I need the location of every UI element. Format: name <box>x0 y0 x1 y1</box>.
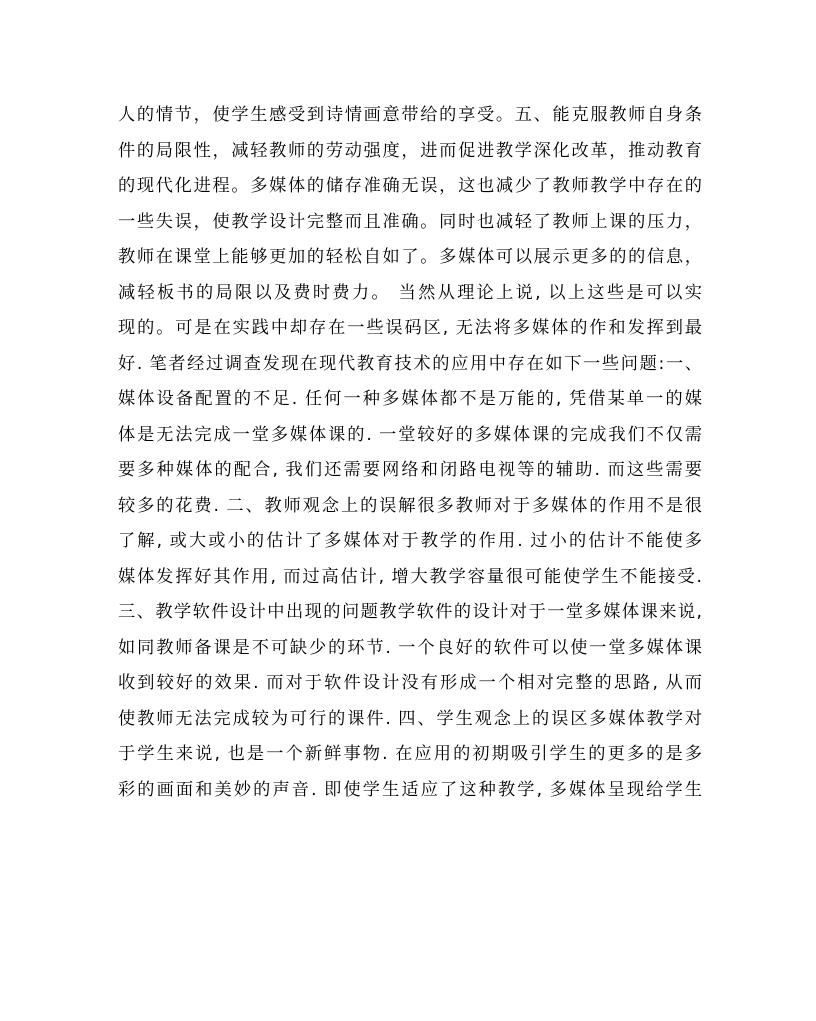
body-text <box>118 98 702 808</box>
text-line: 人的情节，使学生感受到诗情画意带给的享受。五、能克服教师自身条 <box>118 105 702 125</box>
text-line: 了解, 或大或小的估计了多媒体对于教学的作用. 过小的估计不能使多 <box>118 531 702 551</box>
text-line: 好. 笔者经过调查发现在现代教育技术的应用中存在如下一些问题:一、 <box>118 353 702 374</box>
text-line: 三、教学软件设计中出现的问题教学软件的设计对于一堂多媒体课来说, <box>118 602 702 622</box>
text-line: 件的局限性，减轻教师的劳动强度，进而促进教学深化改革，推动教育 <box>118 140 702 161</box>
text-line: 教师在课堂上能够更加的轻松自如了。多媒体可以展示更多的的信息， <box>118 247 702 267</box>
text-line: 如同教师备课是不可缺少的环节. 一个良好的软件可以使一堂多媒体课 <box>118 637 702 658</box>
text-line: 体是无法完成一堂多媒体课的. 一堂较好的多媒体课的完成我们不仅需 <box>118 424 702 445</box>
text-line: 要多种媒体的配合, 我们还需要网络和闭路电视等的辅助. 而这些需要 <box>118 460 702 480</box>
text-line: 彩的画面和美妙的声音. 即使学生适应了这种教学, 多媒体呈现给学生 <box>118 779 702 800</box>
text-line: 使教师无法完成较为可行的课件. 四、学生观念上的误区多媒体教学对 <box>118 708 702 729</box>
text-line: 较多的花费. 二、教师观念上的误解很多教师对于多媒体的作用不是很 <box>118 495 702 516</box>
text-line: 于学生来说, 也是一个新鲜事物. 在应用的初期吸引学生的更多的是多 <box>118 744 702 764</box>
text-line: 的现代化进程。多媒体的储存准确无误，这也减少了教师教学中存在的 <box>118 176 702 196</box>
text-line: 媒体设备配置的不足. 任何一种多媒体都不是万能的, 凭借某单一的媒 <box>118 389 702 409</box>
text-line: 收到较好的效果. 而对于软件设计没有形成一个相对完整的思路, 从而 <box>118 673 702 693</box>
text-line: 现的。可是在实践中却存在一些误码区, 无法将多媒体的作和发挥到最 <box>118 318 702 338</box>
text-line: 一些失误，使教学设计完整而且准确。同时也减轻了教师上课的压力， <box>118 211 702 232</box>
text-line: 媒体发挥好其作用, 而过高估计, 增大教学容量很可能使学生不能接受. <box>118 566 702 587</box>
text-line: 减轻板书的局限以及费时费力。 当然从理论上说, 以上这些是可以实 <box>118 282 702 303</box>
